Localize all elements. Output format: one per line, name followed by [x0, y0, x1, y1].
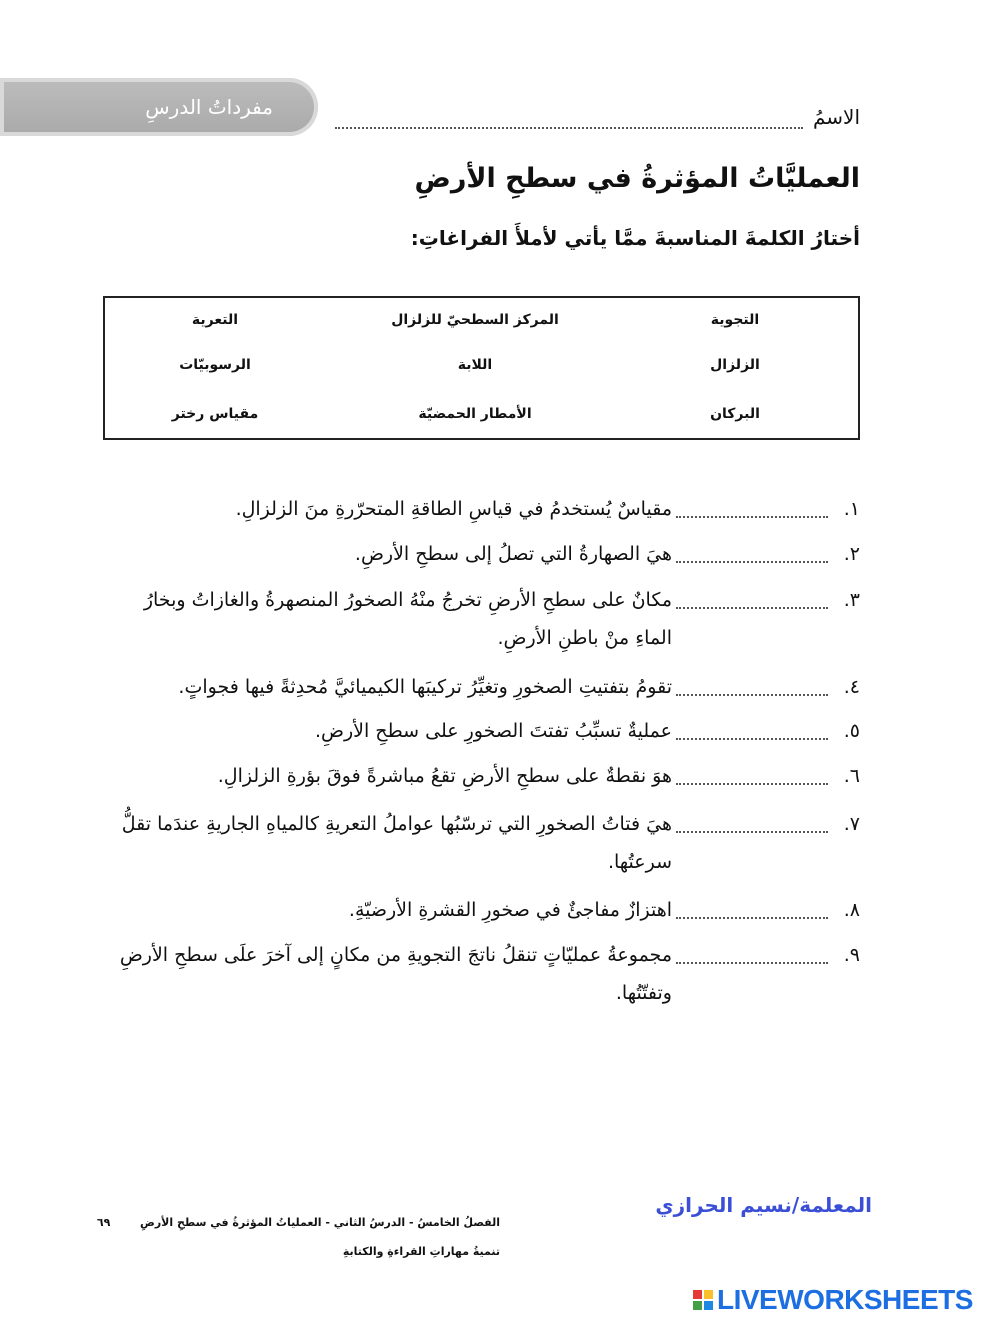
question-text: مجموعةُ عمليّاتٍ تنقلُ ناتجَ التجويةِ من مكانٍ إلى آخرَ علَى سطحِ الأرضِ	[119, 944, 672, 966]
name-label: الاسمُ	[812, 105, 860, 129]
word-bank-item: التعرية	[191, 312, 239, 328]
answer-blank-5[interactable]	[676, 712, 828, 740]
footer-chapter-line	[97, 1216, 500, 1229]
question-5	[315, 712, 860, 750]
question-text: اهتزازٌ مفاجئٌ في صخورِ القشرةِ الأرضيّةِ.	[348, 899, 672, 921]
question-text: مقياسٌ يُستخدمُ في قياسِ الطاقةِ المتحرّرةِ منَ الزلزالِ.	[235, 498, 672, 520]
question-8	[349, 891, 860, 929]
footer-book: تنميةُ مهاراتِ القراءةِ والكتابةِ	[342, 1245, 500, 1258]
answer-blank-3[interactable]	[676, 581, 828, 609]
word-bank-item: اللابة	[457, 357, 493, 373]
question-9	[120, 936, 860, 1012]
question-number: ٨.	[843, 899, 860, 921]
page-title: العمليَّاتُ المؤثرةُ في سطحِ الأرضِ	[414, 163, 860, 194]
question-text: تقومُ بتفتيتِ الصخورِ وتغيِّرُ تركيبَها الكيميائيَّ مُحدِثةً فيها فجواتٍ.	[178, 676, 672, 698]
question-number: ٤.	[843, 676, 860, 698]
question-6	[218, 757, 860, 795]
answer-blank-9[interactable]	[676, 936, 828, 964]
word-bank-item: الزلزال	[710, 357, 760, 373]
brand-label: LIVEWORKSHEETS	[717, 1284, 973, 1315]
question-text: هيَ فتاتُ الصخورِ التي ترسّبُها عواملُ التعريةِ كالمياهِ الجاريةِ عندَما تقلُّ	[121, 813, 672, 835]
word-bank-item: التجوية	[710, 312, 760, 328]
question-number: ٣.	[843, 589, 860, 611]
liveworksheets-logo-icon	[693, 1290, 713, 1310]
question-number: ٥.	[843, 720, 860, 742]
tab-label: مفرداتُ الدرسِ	[145, 95, 273, 119]
question-text: هوَ نقطةٌ على سطحِ الأرضِ تقعُ مباشرةً فوقَ بؤرةِ الزلزالِ.	[217, 765, 672, 787]
liveworksheets-brand[interactable]	[693, 1286, 973, 1314]
question-text-continued: سرعتُها.	[607, 851, 672, 873]
word-bank-item: مقياس رختر	[171, 406, 259, 422]
answer-blank-6[interactable]	[676, 757, 828, 785]
answer-blank-8[interactable]	[676, 891, 828, 919]
question-4	[178, 668, 860, 706]
name-blank[interactable]	[335, 109, 803, 129]
question-text-continued: وتفتّتُها.	[615, 982, 672, 1004]
name-field-row	[335, 105, 860, 129]
question-3	[144, 581, 860, 657]
question-text: هيَ الصهارةُ التي تصلُ إلى سطحِ الأرضِ.	[354, 543, 672, 565]
question-number: ٩.	[843, 944, 860, 966]
question-2	[355, 535, 860, 573]
instruction: أختارُ الكلمةَ المناسبةَ ممَّا يأتي لأملأَ الفراغاتِ:	[410, 226, 860, 250]
question-7	[122, 805, 860, 881]
teacher-name: المعلمة/نسيم الحرازي	[655, 1193, 872, 1217]
question-number: ٦.	[843, 765, 860, 787]
word-bank-item: البركان	[710, 406, 760, 422]
answer-blank-2[interactable]	[676, 535, 828, 563]
question-number: ٢.	[843, 543, 860, 565]
answer-blank-7[interactable]	[676, 805, 828, 833]
question-number: ٧.	[843, 813, 860, 835]
page-number: ٦٩	[96, 1216, 111, 1229]
answer-blank-4[interactable]	[676, 668, 828, 696]
question-text-continued: الماءِ منْ باطنِ الأرضِ.	[497, 627, 672, 649]
word-bank-item: الرسوبيّات	[179, 357, 251, 373]
question-text: مكانٌ على سطحِ الأرضِ تخرجُ منْهُ الصخورُ المنصهرةُ والغازاتُ وبخارُ	[143, 589, 672, 611]
question-text: عمليةٌ تسبِّبُ تفتتَ الصخورِ على سطحِ الأرضِ.	[314, 720, 672, 742]
footer-chapter: الفصلُ الخامسُ - الدرسُ الثاني - العملياتُ المؤثرةُ في سطحِ الأرضِ	[140, 1216, 500, 1229]
word-bank	[103, 296, 860, 440]
word-bank-item: المركز السطحيّ للزلزال	[391, 312, 559, 328]
question-1	[236, 490, 860, 528]
lesson-vocab-tab	[0, 78, 318, 136]
answer-blank-1[interactable]	[676, 490, 828, 518]
word-bank-item: الأمطار الحمضيّة	[418, 406, 532, 422]
question-number: ١.	[843, 498, 860, 520]
